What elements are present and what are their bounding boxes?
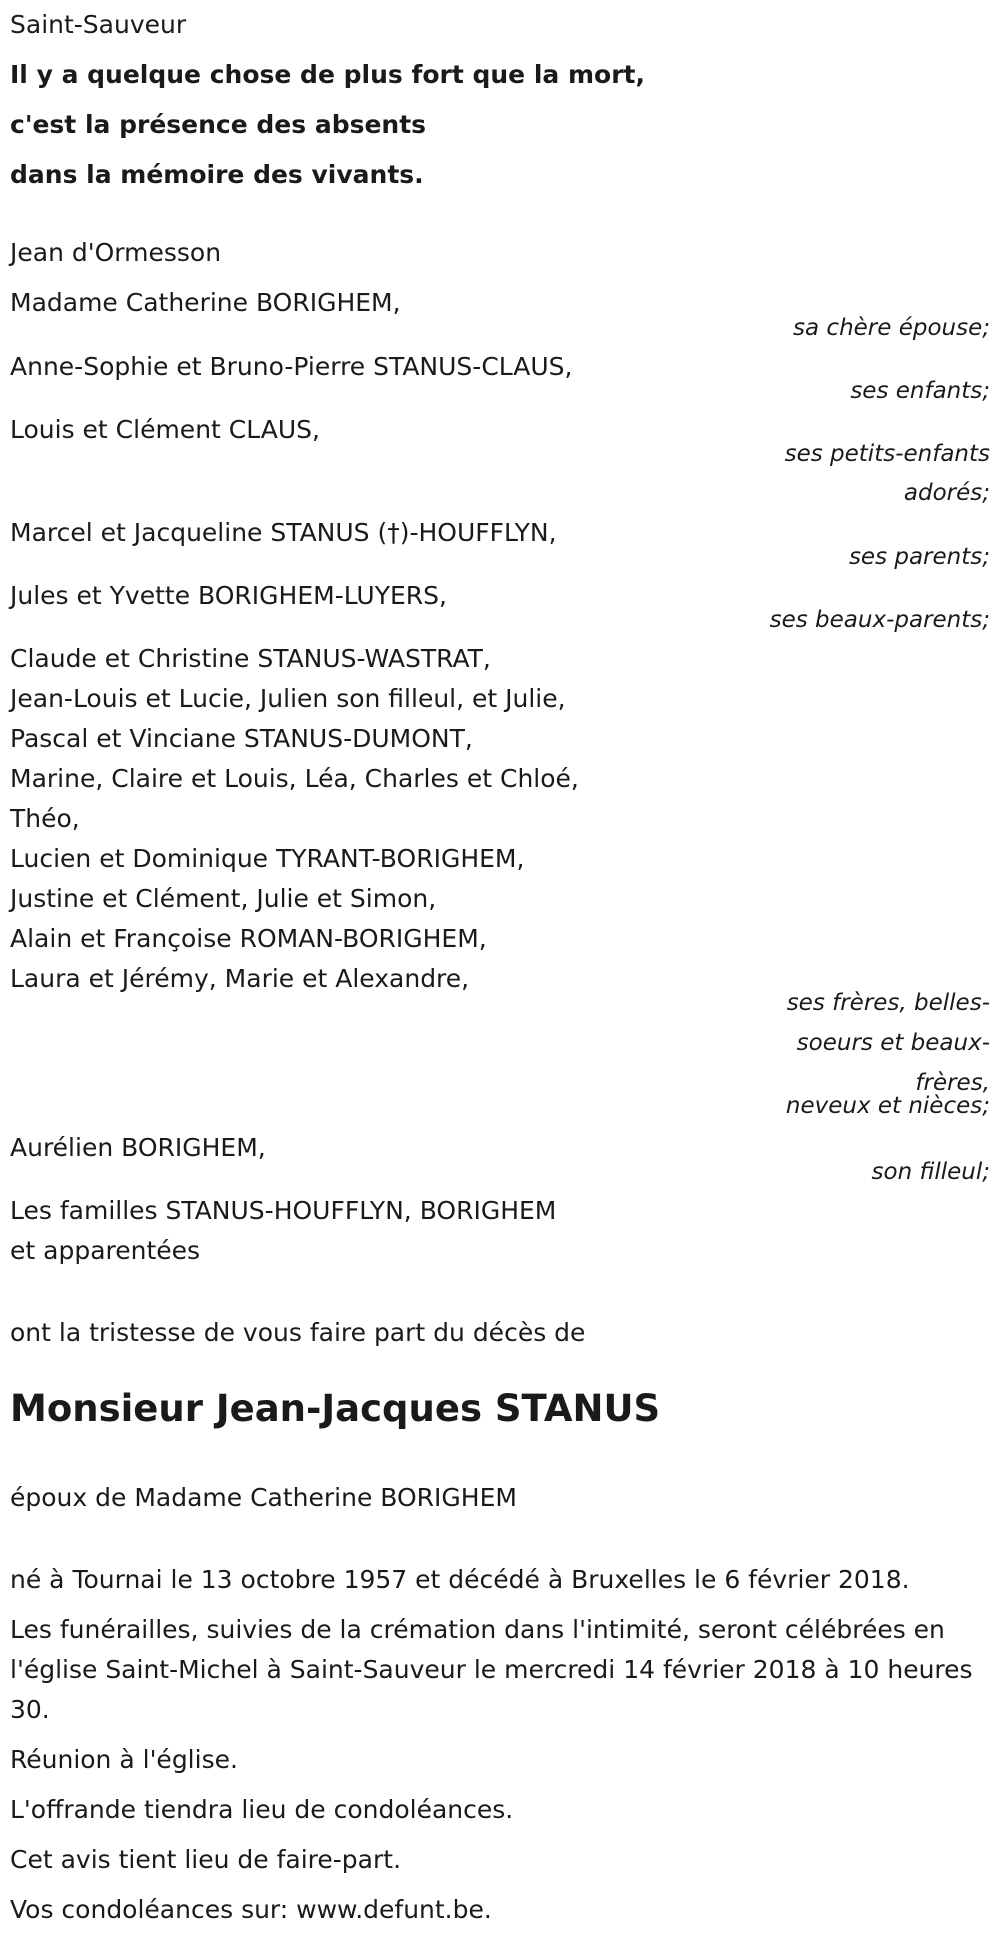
sibling-line-3: Pascal et Vinciane STANUS-DUMONT,: [10, 724, 473, 753]
children-name: Anne-Sophie et Bruno-Pierre STANUS-CLAUS,: [10, 352, 573, 381]
deceased-name: Monsieur Jean-Jacques STANUS: [10, 1387, 661, 1430]
siblings-relation-line-1: ses frères, belles-: [786, 990, 990, 1016]
families-line-2: et apparentées: [10, 1236, 201, 1265]
funeral-details: Les funérailles, suivies de la crémation dans l'intimité, seront célébrées en l'église Saint-Michel à Saint-Sauveur le mercredi 14 février 2018 à 10 heures 30.: [10, 1615, 973, 1724]
quote-line-3: dans la mémoire des vivants.: [10, 160, 424, 189]
parents-relation: ses parents;: [848, 544, 990, 570]
quote-line-1: Il y a quelque chose de plus fort que la mort,: [10, 60, 645, 89]
meeting-details: Réunion à l'église.: [10, 1745, 238, 1774]
sibling-line-4: Marine, Claire et Louis, Léa, Charles et Chloé,: [10, 764, 579, 793]
sibling-line-1: Claude et Christine STANUS-WASTRAT,: [10, 644, 491, 673]
godson-name: Aurélien BORIGHEM,: [10, 1133, 266, 1162]
siblings-relation-line-2: soeurs et beaux-: [796, 1030, 990, 1056]
siblings-relation-line-4: neveux et nièces;: [785, 1093, 990, 1119]
location: Saint-Sauveur: [10, 10, 187, 39]
parents-in-law-name: Jules et Yvette BORIGHEM-LUYERS,: [10, 581, 447, 610]
sibling-line-6: Lucien et Dominique TYRANT-BORIGHEM,: [10, 844, 525, 873]
notice-details: Cet avis tient lieu de faire-part.: [10, 1845, 402, 1874]
announcement: ont la tristesse de vous faire part du décès de: [10, 1318, 586, 1347]
deceased-spouse-line: époux de Madame Catherine BORIGHEM: [10, 1483, 517, 1512]
godson-relation: son filleul;: [871, 1159, 990, 1185]
children-relation: ses enfants;: [850, 378, 990, 404]
sibling-line-8: Alain et Françoise ROMAN-BORIGHEM,: [10, 924, 487, 953]
parents-name: Marcel et Jacqueline STANUS (†)-HOUFFLYN,: [10, 518, 557, 547]
spouse-relation: sa chère épouse;: [793, 315, 990, 341]
sibling-line-2: Jean-Louis et Lucie, Julien son filleul, et Julie,: [10, 684, 566, 713]
parents-in-law-relation: ses beaux-parents;: [769, 607, 990, 633]
grandchildren-name: Louis et Clément CLAUS,: [10, 415, 320, 444]
families-line-1: Les familles STANUS-HOUFFLYN, BORIGHEM: [10, 1196, 557, 1225]
condolences-details: Vos condoléances sur: www.defunt.be.: [10, 1895, 492, 1924]
grandchildren-relation-line-1: ses petits-enfants: [784, 441, 990, 467]
sibling-line-7: Justine et Clément, Julie et Simon,: [10, 884, 437, 913]
grandchildren-relation-line-2: adorés;: [903, 480, 990, 506]
sibling-line-5: Théo,: [10, 804, 80, 833]
siblings-relation-line-3: frères,: [915, 1070, 990, 1096]
sibling-line-9: Laura et Jérémy, Marie et Alexandre,: [10, 964, 470, 993]
birth-death-details: né à Tournai le 13 octobre 1957 et décédé à Bruxelles le 6 février 2018.: [10, 1565, 910, 1594]
spouse-name: Madame Catherine BORIGHEM,: [10, 288, 401, 317]
quote-line-2: c'est la présence des absents: [10, 110, 427, 139]
quote-author: Jean d'Ormesson: [10, 238, 222, 267]
offering-details: L'offrande tiendra lieu de condoléances.: [10, 1795, 514, 1824]
